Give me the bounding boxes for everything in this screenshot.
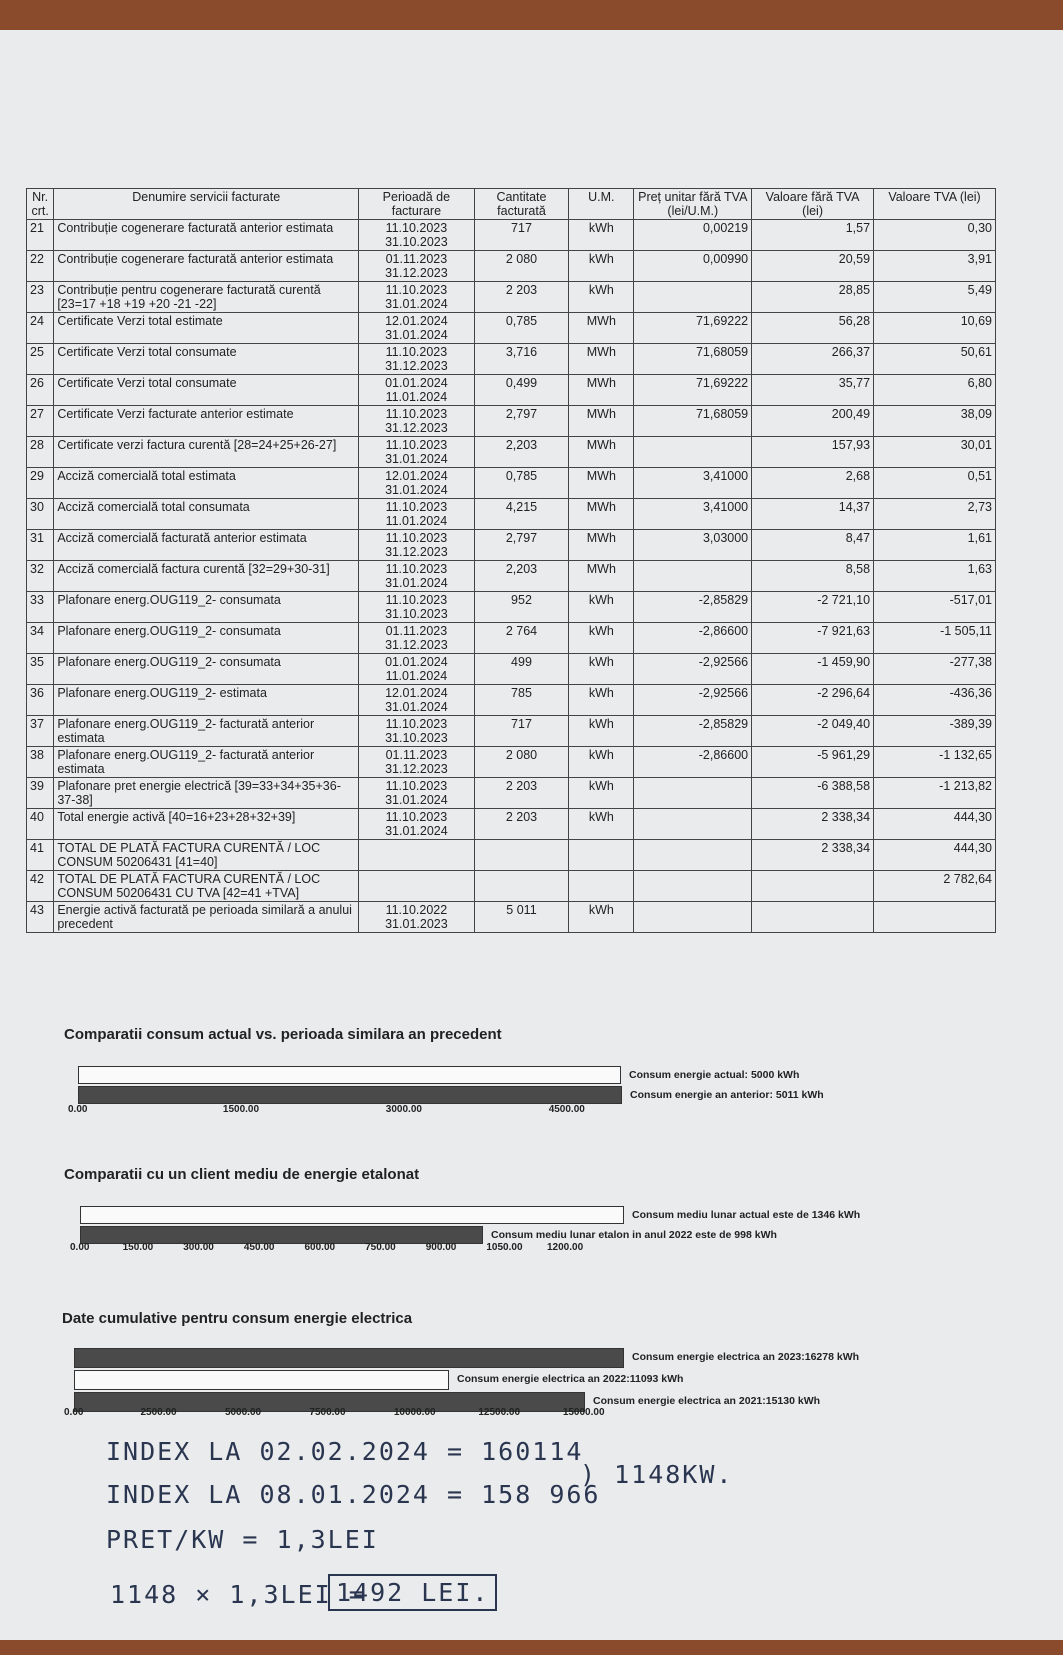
invoice-table xyxy=(26,188,996,933)
chart3-tick: 5000.00 xyxy=(224,1407,262,1418)
cell-period xyxy=(359,840,475,871)
cell-qty: 785 xyxy=(474,685,569,716)
cell-qty: 2,203 xyxy=(474,561,569,592)
cell-value: -5 961,29 xyxy=(752,747,874,778)
cell-nr: 25 xyxy=(27,344,54,375)
cell-nr: 30 xyxy=(27,499,54,530)
cell-name: Plafonare pret energie electrică [39=33+34+35+36-37-38] xyxy=(54,778,359,809)
cell-qty: 717 xyxy=(474,716,569,747)
cell-vat: 2 782,64 xyxy=(874,871,996,902)
cell-period xyxy=(359,871,475,902)
cell-qty: 952 xyxy=(474,592,569,623)
chart3-bar-1 xyxy=(74,1370,449,1390)
cell-period: 01.01.2024 11.01.2024 xyxy=(359,654,475,685)
cell-period: 11.10.2023 31.10.2023 xyxy=(359,716,475,747)
cell-nr: 36 xyxy=(27,685,54,716)
cell-value: 1,57 xyxy=(752,220,874,251)
cell-vat: 0,51 xyxy=(874,468,996,499)
cell-value: 2 338,34 xyxy=(752,840,874,871)
cell-value: 266,37 xyxy=(752,344,874,375)
chart3-legend-1: Consum energie electrica an 2022:11093 kWh xyxy=(457,1373,684,1385)
cell-name: Acciză comercială total estimata xyxy=(54,468,359,499)
chart3-tick: 10000.00 xyxy=(393,1407,436,1418)
cell-um: MWh xyxy=(569,437,634,468)
cell-vat: 1,61 xyxy=(874,530,996,561)
cell-value: 8,47 xyxy=(752,530,874,561)
cell-value: -6 388,58 xyxy=(752,778,874,809)
cell-price: 71,69222 xyxy=(634,375,752,406)
cell-period: 11.10.2023 31.10.2023 xyxy=(359,220,475,251)
cell-value: 28,85 xyxy=(752,282,874,313)
cell-period: 12.01.2024 31.01.2024 xyxy=(359,685,475,716)
cell-period: 11.10.2023 31.01.2024 xyxy=(359,778,475,809)
chart2-bar-0 xyxy=(80,1206,624,1224)
table-header-row xyxy=(27,189,996,220)
chart2-tick: 750.00 xyxy=(365,1242,396,1253)
table-row xyxy=(27,747,996,778)
cell-value: 20,59 xyxy=(752,251,874,282)
cell-value xyxy=(752,902,874,933)
cell-um: kWh xyxy=(569,251,634,282)
chart1-tick: 0.00 xyxy=(68,1104,88,1115)
cell-price: 71,69222 xyxy=(634,313,752,344)
cell-qty: 2,203 xyxy=(474,437,569,468)
cell-nr: 40 xyxy=(27,809,54,840)
cell-um: kWh xyxy=(569,902,634,933)
cell-price: 0,00990 xyxy=(634,251,752,282)
table-row xyxy=(27,313,996,344)
chart3-tick: 2500.00 xyxy=(140,1407,177,1418)
cell-um: kWh xyxy=(569,778,634,809)
table-row xyxy=(27,623,996,654)
table-row xyxy=(27,716,996,747)
cell-period: 11.10.2023 31.01.2024 xyxy=(359,282,475,313)
cell-name: Contribuție cogenerare facturată anterior estimata xyxy=(54,220,359,251)
cell-um: MWh xyxy=(569,499,634,530)
cell-vat: 1,63 xyxy=(874,561,996,592)
table-row xyxy=(27,840,996,871)
chart1-tick: 3000.00 xyxy=(385,1104,422,1115)
cell-um: MWh xyxy=(569,468,634,499)
cell-price xyxy=(634,809,752,840)
cell-um: MWh xyxy=(569,530,634,561)
cell-qty: 2,797 xyxy=(474,530,569,561)
cell-vat: 444,30 xyxy=(874,809,996,840)
cell-qty: 0,499 xyxy=(474,375,569,406)
cell-nr: 34 xyxy=(27,623,54,654)
cell-price xyxy=(634,778,752,809)
cell-um: kWh xyxy=(569,592,634,623)
cell-qty: 2 080 xyxy=(474,251,569,282)
table-row xyxy=(27,344,996,375)
chart1-title: Comparatii consum actual vs. perioada similara an precedent xyxy=(64,1026,502,1043)
cell-um xyxy=(569,871,634,902)
cell-um: kWh xyxy=(569,623,634,654)
chart1-legend-0: Consum energie actual: 5000 kWh xyxy=(629,1069,800,1081)
handwritten-result: 1492 LEI. xyxy=(328,1574,497,1611)
cell-name: Acciză comercială facturată anterior estimata xyxy=(54,530,359,561)
cell-nr: 33 xyxy=(27,592,54,623)
cell-price: 71,68059 xyxy=(634,406,752,437)
chart2-legend-0: Consum mediu lunar actual este de 1346 kWh xyxy=(632,1209,861,1221)
cell-vat: 38,09 xyxy=(874,406,996,437)
cell-nr: 31 xyxy=(27,530,54,561)
cell-name: Plafonare energ.OUG119_2- facturată anterior estimata xyxy=(54,716,359,747)
cell-value: -1 459,90 xyxy=(752,654,874,685)
chart2-tick: 600.00 xyxy=(304,1242,336,1253)
table-row xyxy=(27,871,996,902)
cell-period: 01.11.2023 31.12.2023 xyxy=(359,251,475,282)
cell-value: 35,77 xyxy=(752,375,874,406)
cell-value: -7 921,63 xyxy=(752,623,874,654)
cell-vat: 444,30 xyxy=(874,840,996,871)
cell-price: 3,03000 xyxy=(634,530,752,561)
cell-qty: 2 764 xyxy=(474,623,569,654)
cell-nr: 27 xyxy=(27,406,54,437)
cell-name: Acciză comercială total consumata xyxy=(54,499,359,530)
cell-period: 11.10.2023 31.01.2024 xyxy=(359,437,475,468)
cell-um: kWh xyxy=(569,654,634,685)
cell-vat: -389,39 xyxy=(874,716,996,747)
cell-value: 2 338,34 xyxy=(752,809,874,840)
cell-price: -2,92566 xyxy=(634,685,752,716)
chart3-legend-2: Consum energie electrica an 2021:15130 kWh xyxy=(593,1395,821,1407)
cell-value: 200,49 xyxy=(752,406,874,437)
chart2-tick: 150.00 xyxy=(122,1242,154,1253)
cell-period: 11.10.2023 31.12.2023 xyxy=(359,344,475,375)
cell-nr: 29 xyxy=(27,468,54,499)
cell-vat: -517,01 xyxy=(874,592,996,623)
table-row xyxy=(27,220,996,251)
handwritten-line-2: INDEX LA 08.01.2024 = 158 966 xyxy=(106,1480,601,1509)
cell-vat: 2,73 xyxy=(874,499,996,530)
cell-vat: 6,80 xyxy=(874,375,996,406)
cell-nr: 39 xyxy=(27,778,54,809)
table-row xyxy=(27,778,996,809)
cell-name: Plafonare energ.OUG119_2- consumata xyxy=(54,623,359,654)
chart2-tick: 450.00 xyxy=(243,1242,275,1253)
chart2-title: Comparatii cu un client mediu de energie etalonat xyxy=(64,1166,420,1183)
col-price: Preț unitar fără TVA (lei/U.M.) xyxy=(634,189,752,220)
chart1-bar-0 xyxy=(78,1066,621,1084)
cell-price: -2,92566 xyxy=(634,654,752,685)
cell-nr: 28 xyxy=(27,437,54,468)
chart3-bar-0 xyxy=(74,1348,624,1368)
cell-price xyxy=(634,437,752,468)
cell-name: Certificate Verzi facturate anterior estimate xyxy=(54,406,359,437)
cell-period: 01.11.2023 31.12.2023 xyxy=(359,623,475,654)
table-row xyxy=(27,375,996,406)
cell-um: MWh xyxy=(569,313,634,344)
cell-name: Plafonare energ.OUG119_2- consumata xyxy=(54,654,359,685)
cell-qty: 2 080 xyxy=(474,747,569,778)
chart1-tick: 4500.00 xyxy=(548,1104,585,1115)
chart2-tick: 300.00 xyxy=(183,1242,214,1253)
cell-name: Certificate Verzi total consumate xyxy=(54,375,359,406)
cell-nr: 24 xyxy=(27,313,54,344)
handwritten-line-3: PRET/KW = 1,3LEI xyxy=(106,1525,379,1554)
cell-qty: 0,785 xyxy=(474,313,569,344)
cell-value: -2 721,10 xyxy=(752,592,874,623)
table-row xyxy=(27,654,996,685)
table-row xyxy=(27,282,996,313)
cell-name: Plafonare energ.OUG119_2- facturată anterior estimata xyxy=(54,747,359,778)
col-value: Valoare fără TVA (lei) xyxy=(752,189,874,220)
table-row xyxy=(27,468,996,499)
cell-um: MWh xyxy=(569,344,634,375)
cell-period: 11.10.2023 11.01.2024 xyxy=(359,499,475,530)
cell-vat: -1 213,82 xyxy=(874,778,996,809)
table-row xyxy=(27,685,996,716)
cell-name: TOTAL DE PLATĂ FACTURA CURENTĂ / LOC CONSUM 50206431 [41=40] xyxy=(54,840,359,871)
cell-um: kWh xyxy=(569,220,634,251)
cell-nr: 26 xyxy=(27,375,54,406)
cell-value: -2 296,64 xyxy=(752,685,874,716)
cell-nr: 38 xyxy=(27,747,54,778)
cell-price: -2,85829 xyxy=(634,716,752,747)
cell-period: 11.10.2022 31.01.2023 xyxy=(359,902,475,933)
cell-value: 8,58 xyxy=(752,561,874,592)
cell-qty xyxy=(474,871,569,902)
cell-qty: 2,797 xyxy=(474,406,569,437)
table-row xyxy=(27,592,996,623)
cell-qty: 717 xyxy=(474,220,569,251)
cell-vat: -436,36 xyxy=(874,685,996,716)
cell-um: kWh xyxy=(569,282,634,313)
cell-period: 12.01.2024 31.01.2024 xyxy=(359,313,475,344)
table-row xyxy=(27,406,996,437)
col-qty: Cantitate facturată xyxy=(474,189,569,220)
cell-value: 14,37 xyxy=(752,499,874,530)
table-row xyxy=(27,809,996,840)
cell-um: MWh xyxy=(569,375,634,406)
table-row xyxy=(27,499,996,530)
cell-price: -2,86600 xyxy=(634,623,752,654)
handwritten-bracket-result: ) 1148KW. xyxy=(580,1460,734,1489)
cell-period: 12.01.2024 31.01.2024 xyxy=(359,468,475,499)
cell-value: 2,68 xyxy=(752,468,874,499)
cell-price: -2,86600 xyxy=(634,747,752,778)
cell-price: 3,41000 xyxy=(634,499,752,530)
cell-name: Energie activă facturată pe perioada similară a anului precedent xyxy=(54,902,359,933)
col-vat: Valoare TVA (lei) xyxy=(874,189,996,220)
cell-period: 11.10.2023 31.12.2023 xyxy=(359,406,475,437)
cell-um: MWh xyxy=(569,561,634,592)
cell-nr: 23 xyxy=(27,282,54,313)
cell-name: Certificate Verzi total consumate xyxy=(54,344,359,375)
cell-qty: 0,785 xyxy=(474,468,569,499)
cell-vat: 0,30 xyxy=(874,220,996,251)
cell-name: Contribuție pentru cogenerare facturată curentă [23=17 +18 +19 +20 -21 -22] xyxy=(54,282,359,313)
cell-price: 3,41000 xyxy=(634,468,752,499)
chart2-tick: 1050.00 xyxy=(486,1242,523,1253)
cell-name: Plafonare energ.OUG119_2- estimata xyxy=(54,685,359,716)
cell-period: 11.10.2023 31.12.2023 xyxy=(359,530,475,561)
cell-qty: 5 011 xyxy=(474,902,569,933)
cell-name: Total energie activă [40=16+23+28+32+39] xyxy=(54,809,359,840)
cell-um xyxy=(569,840,634,871)
cell-price xyxy=(634,282,752,313)
cell-nr: 22 xyxy=(27,251,54,282)
cell-vat: -1 132,65 xyxy=(874,747,996,778)
col-um: U.M. xyxy=(569,189,634,220)
cell-um: kWh xyxy=(569,685,634,716)
chart3-tick: 0.00 xyxy=(64,1407,84,1418)
cell-value: 157,93 xyxy=(752,437,874,468)
cell-um: kWh xyxy=(569,716,634,747)
cell-vat: -1 505,11 xyxy=(874,623,996,654)
cell-name: Contribuție cogenerare facturată anterior estimata xyxy=(54,251,359,282)
col-period: Perioadă de facturare xyxy=(359,189,475,220)
cell-name: Certificate verzi factura curentă [28=24+25+26-27] xyxy=(54,437,359,468)
cell-um: kWh xyxy=(569,747,634,778)
chart2-legend-1: Consum mediu lunar etalon in anul 2022 este de 998 kWh xyxy=(491,1229,777,1241)
cell-price xyxy=(634,902,752,933)
cell-qty: 2 203 xyxy=(474,778,569,809)
chart2-tick: 1200.00 xyxy=(546,1242,584,1253)
table-row xyxy=(27,530,996,561)
cell-nr: 37 xyxy=(27,716,54,747)
chart3-tick: 7500.00 xyxy=(309,1407,346,1418)
chart2-tick: 900.00 xyxy=(425,1242,457,1253)
col-name: Denumire servicii facturate xyxy=(54,189,359,220)
cell-qty: 4,215 xyxy=(474,499,569,530)
cell-period: 11.10.2023 31.01.2024 xyxy=(359,561,475,592)
cell-qty: 3,716 xyxy=(474,344,569,375)
cell-name: TOTAL DE PLATĂ FACTURA CURENTĂ / LOC CONSUM 50206431 CU TVA [42=41 +TVA] xyxy=(54,871,359,902)
cell-period: 11.10.2023 31.01.2024 xyxy=(359,809,475,840)
cell-period: 11.10.2023 31.10.2023 xyxy=(359,592,475,623)
cell-um: MWh xyxy=(569,406,634,437)
cell-nr: 32 xyxy=(27,561,54,592)
cell-nr: 35 xyxy=(27,654,54,685)
cell-name: Acciză comercială factura curentă [32=29+30-31] xyxy=(54,561,359,592)
cell-vat: 5,49 xyxy=(874,282,996,313)
cell-vat: 10,69 xyxy=(874,313,996,344)
table-row xyxy=(27,437,996,468)
cell-price: -2,85829 xyxy=(634,592,752,623)
chart3-tick: 15000.00 xyxy=(562,1407,605,1418)
cell-price xyxy=(634,840,752,871)
chart1-legend-1: Consum energie an anterior: 5011 kWh xyxy=(630,1089,824,1101)
cell-nr: 21 xyxy=(27,220,54,251)
col-nr: Nr. crt. xyxy=(27,189,54,220)
cell-vat xyxy=(874,902,996,933)
cell-vat: -277,38 xyxy=(874,654,996,685)
chart2-tick: 0.00 xyxy=(70,1242,90,1253)
cell-price xyxy=(634,561,752,592)
cell-um: kWh xyxy=(569,809,634,840)
cell-vat: 3,91 xyxy=(874,251,996,282)
cell-nr: 43 xyxy=(27,902,54,933)
cell-value: -2 049,40 xyxy=(752,716,874,747)
cell-qty xyxy=(474,840,569,871)
cell-nr: 41 xyxy=(27,840,54,871)
table-row xyxy=(27,561,996,592)
cell-vat: 30,01 xyxy=(874,437,996,468)
table-row xyxy=(27,902,996,933)
table-row xyxy=(27,251,996,282)
cell-name: Plafonare energ.OUG119_2- consumata xyxy=(54,592,359,623)
cell-qty: 499 xyxy=(474,654,569,685)
cell-price: 0,00219 xyxy=(634,220,752,251)
chart1-tick: 1500.00 xyxy=(222,1104,260,1115)
chart3-legend-0: Consum energie electrica an 2023:16278 kWh xyxy=(632,1351,860,1363)
cell-period: 01.01.2024 11.01.2024 xyxy=(359,375,475,406)
cell-nr: 42 xyxy=(27,871,54,902)
cell-name: Certificate Verzi total estimate xyxy=(54,313,359,344)
cell-qty: 2 203 xyxy=(474,809,569,840)
chart1-bar-1 xyxy=(78,1086,622,1104)
chart3-tick: 12500.00 xyxy=(478,1407,521,1418)
chart3-title: Date cumulative pentru consum energie electrica xyxy=(62,1310,413,1327)
cell-period: 01.11.2023 31.12.2023 xyxy=(359,747,475,778)
cell-value xyxy=(752,871,874,902)
handwritten-line-1: INDEX LA 02.02.2024 = 160114 xyxy=(106,1437,584,1466)
cell-price xyxy=(634,871,752,902)
handwritten-line-4: 1148 × 1,3LEI = xyxy=(110,1580,366,1609)
cell-qty: 2 203 xyxy=(474,282,569,313)
cell-value: 56,28 xyxy=(752,313,874,344)
cell-price: 71,68059 xyxy=(634,344,752,375)
cell-vat: 50,61 xyxy=(874,344,996,375)
table-body xyxy=(27,220,996,933)
